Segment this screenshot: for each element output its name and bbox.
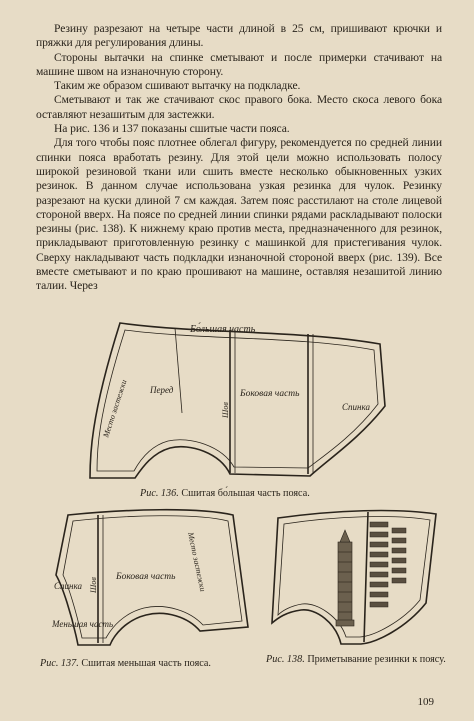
fig137-caption-text: Сшитая меньшая часть пояса. — [81, 658, 211, 669]
figure-137 — [48, 505, 256, 655]
figure-136 — [80, 318, 400, 486]
fig136-label-big-part: Бо́льшая часть — [190, 324, 256, 335]
fig138-inner-edge — [278, 517, 430, 637]
fig136-caption — [140, 488, 310, 501]
body-text — [36, 22, 442, 294]
fig136-outline — [90, 323, 385, 478]
fig136-caption-ref: Рис. 136. — [140, 488, 179, 499]
fig137-label-fastener: Место застежки — [186, 531, 208, 593]
paragraph-5: На рис. 136 и 137 показаны сшитые части пояса. — [54, 122, 290, 136]
fig137-label-back: Спинка — [54, 581, 82, 591]
fig136-label-back: Спинка — [342, 402, 370, 412]
paragraph-2: Стороны вытачки на спинке сметывают и после примерки стачивают на машине швом на изнаночную сторону. — [36, 50, 442, 78]
fig136-inner-edge — [97, 330, 378, 471]
fig137-caption-ref: Рис. 137. — [40, 658, 79, 669]
fig138-caption-text: Приметывание резинки к поясу. — [307, 654, 446, 665]
fig136-label-seam: Шов — [221, 402, 230, 418]
fig136-label-fastener: Место застежки — [101, 378, 129, 439]
fig136-caption-text: Сшитая бо́льшая часть пояса. — [181, 488, 310, 499]
fig138-caption-ref: Рис. 138. — [266, 654, 305, 665]
paragraph-4: Сметывают и так же стачивают скос правого бока. Место скоса левого бока оставляют незашитым для застежки. — [36, 93, 442, 121]
fig137-label-seam: Шов — [89, 577, 98, 593]
fig138-elastic-strips — [370, 522, 406, 607]
fig137-caption — [40, 658, 230, 671]
fig137-label-side: Боковая часть — [116, 572, 176, 582]
paragraph-1: Резину разрезают на четыре части длиной в 25 см, пришивают крючки и пряжки для регулирования длины. — [36, 22, 442, 50]
fig137-label-small-part: Меньшая часть — [52, 619, 114, 629]
page-number: 109 — [417, 696, 434, 708]
fig136-label-side: Боковая часть — [240, 389, 300, 399]
paragraph-3: Таким же образом сшивают вытачку на подкладке. — [54, 79, 301, 93]
fig138-center-seam — [364, 512, 368, 642]
fig136-label-front: Перед — [150, 385, 174, 395]
figure-138 — [266, 508, 446, 646]
fig138-caption — [266, 654, 446, 667]
fig136-dart — [175, 328, 182, 413]
paragraph-6: Для того чтобы пояс плотнее облегал фигуру, рекомендуется по средней линии спинки пояса вработать резину. Для этой цели можно использовать полосу широкой резиновой ткани или сшить вместе несколько обыкновенных узких резинок. В данном случае использована узкая резинка для чулок. Резинку разрезают на куски длиной 7 см каждая. Затем пояс расстилают на столе лицевой стороной вверх. На поясе по средней линии спинки рядами раскладывают полоски резины (рис. 138). К нижнему краю против места, предназначенного для резинок, прикладывают приготовленную резинку с машинкой для пристегивания чулок. Сверху накладывают часть подкладки изнаночной стороной вверх (рис. 139). Все вместе сметывают и по краю прошивают на машине, оставляя незашитой линию талии. Через — [36, 136, 442, 293]
fig138-garter — [336, 530, 354, 626]
